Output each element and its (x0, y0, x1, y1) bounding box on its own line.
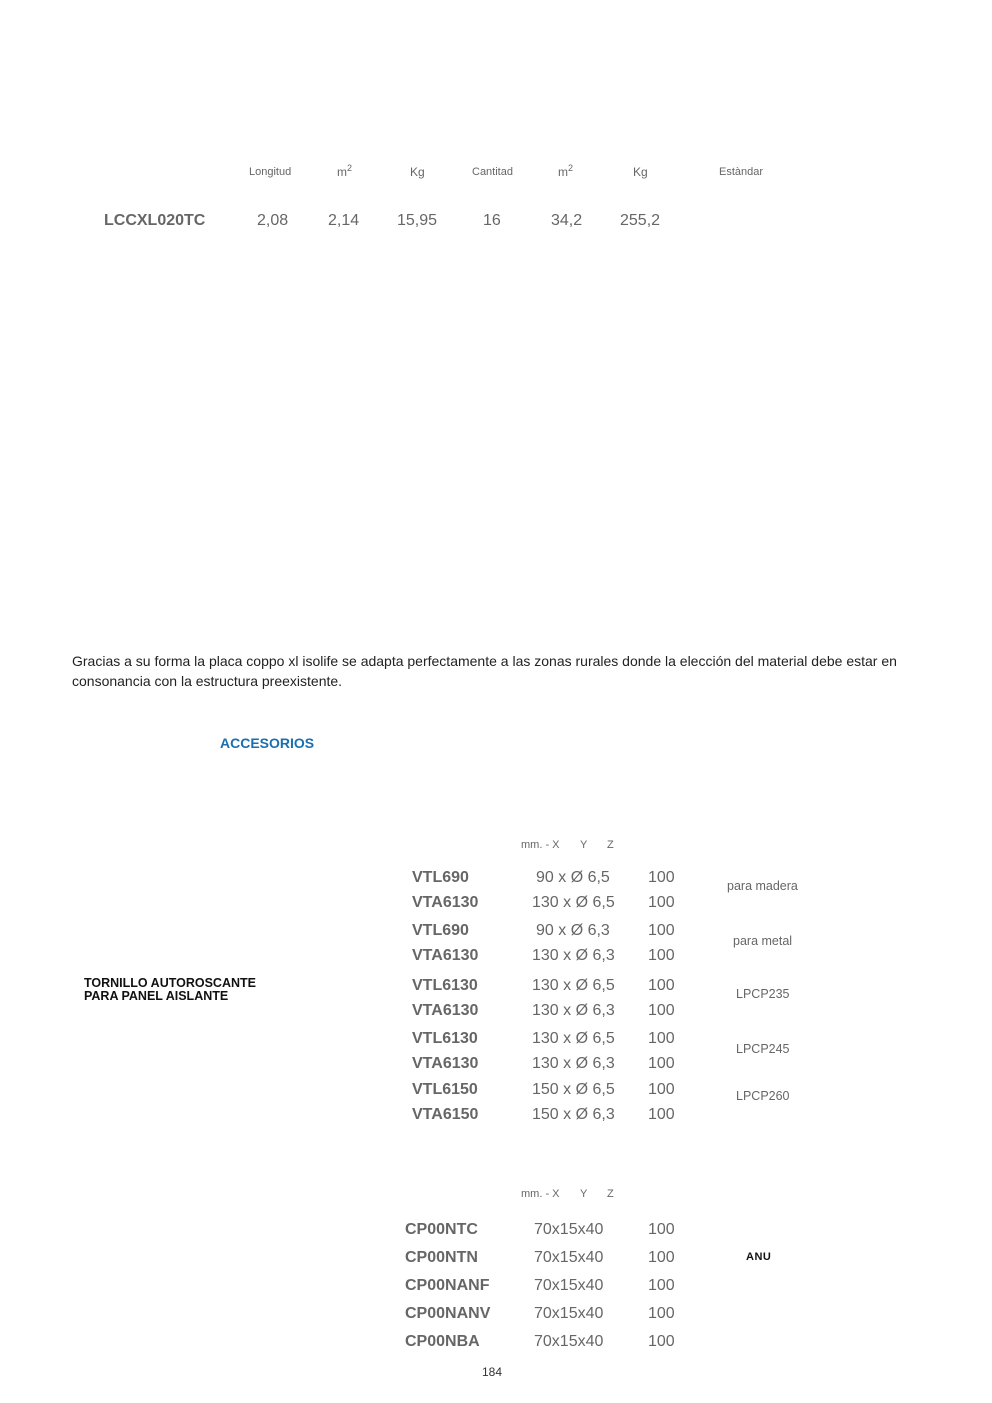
cap-size: 70x15x40 (534, 1333, 604, 1350)
cap-qty: 100 (648, 1333, 675, 1350)
screw-size: 150 x Ø 6,3 (532, 1106, 615, 1123)
screw-qty: 100 (648, 977, 675, 994)
screw-code: VTL6130 (412, 977, 478, 994)
header-m2-a: $m^2$ (337, 163, 353, 179)
header-longitud: Longitud (249, 166, 292, 178)
screw-size: 90 x Ø 6,3 (536, 922, 610, 939)
screw-size: 150 x Ø 6,5 (532, 1081, 615, 1098)
screw-size: 130 x Ø 6,5 (532, 1030, 615, 1047)
screw-size: 130 x Ø 6,5 (532, 894, 615, 911)
screw-code: VTL690 (412, 922, 469, 939)
value-kg-b: 255,2 (620, 212, 661, 229)
screw-code: VTL6130 (412, 1030, 478, 1047)
screw-size: 130 x Ø 6,3 (532, 1055, 615, 1072)
screw-product-label (84, 977, 256, 1003)
header-mm-x: mm. - X (521, 839, 560, 851)
note-para-madera: para madera (727, 879, 798, 893)
screw-code: VTL6150 (412, 1081, 478, 1098)
header-cantitad: Cantitad (472, 166, 513, 178)
description-paragraph: Gracias a su forma la placa coppo xl isolife se adapta perfectamente a las zonas rurales donde la elección del material debe estar en consonancia con la estructura preexistente. (72, 653, 897, 689)
value-m2-a: 2,14 (328, 212, 360, 229)
screw-qty: 100 (648, 1002, 675, 1019)
screw-size: 130 x Ø 6,3 (532, 947, 615, 964)
screw-qty: 100 (648, 1030, 675, 1047)
screw-code: VTA6130 (412, 947, 479, 964)
note-lpcp260: LPCP260 (736, 1089, 790, 1103)
screw-qty: 100 (648, 1106, 675, 1123)
cap-size: 70x15x40 (534, 1277, 604, 1294)
cap-qty: 100 (648, 1277, 675, 1294)
screw-size: 130 x Ø 6,5 (532, 977, 615, 994)
value-kg-a: 15,95 (397, 212, 438, 229)
cap-code: CP00NTN (405, 1249, 478, 1266)
note-lpcp235: LPCP235 (736, 987, 790, 1001)
header-y: Y (580, 1188, 588, 1200)
header-kg-b: Kg (633, 165, 648, 179)
screw-code: VTA6150 (412, 1106, 479, 1123)
section-title-accesorios: ACCESORIOS (220, 735, 315, 751)
screw-size: 90 x Ø 6,5 (536, 869, 610, 886)
screw-code: VTL690 (412, 869, 469, 886)
screw-label-line2: PARA PANEL AISLANTE (84, 989, 229, 1003)
value-longitud: 2,08 (257, 212, 289, 229)
screw-qty: 100 (648, 869, 675, 886)
header-z: Z (607, 1188, 614, 1200)
page-number: 184 (482, 1365, 503, 1379)
header-y: Y (580, 839, 588, 851)
cap-code: CP00NBA (405, 1333, 480, 1350)
header-mm-x: mm. - X (521, 1188, 560, 1200)
cap-size: 70x15x40 (534, 1221, 604, 1238)
header-z: Z (607, 839, 614, 851)
header-m2-b: $m^2$ (558, 163, 574, 179)
cap-size: 70x15x40 (534, 1305, 604, 1322)
value-m2-b: 34,2 (551, 212, 583, 229)
screw-qty: 100 (648, 947, 675, 964)
product-code: LCCXL020TC (104, 212, 206, 229)
note-para-metal: para metal (733, 934, 793, 948)
screw-qty: 100 (648, 894, 675, 911)
screw-qty: 100 (648, 922, 675, 939)
screw-label-line1: TORNILLO AUTOROSCANTE (84, 976, 256, 990)
screw-qty: 100 (648, 1055, 675, 1072)
cap-code: CP00NTC (405, 1221, 478, 1238)
cap-code: CP00NANF (405, 1277, 490, 1294)
screw-code: VTA6130 (412, 1002, 479, 1019)
cap-code: CP00NANV (405, 1305, 491, 1322)
screw-size: 130 x Ø 6,3 (532, 1002, 615, 1019)
screw-code: VTA6130 (412, 894, 479, 911)
header-estandar: Estàndar (719, 166, 764, 178)
screw-qty: 100 (648, 1081, 675, 1098)
cap-qty: 100 (648, 1221, 675, 1238)
cap-size: 70x15x40 (534, 1249, 604, 1266)
value-cantitad: 16 (483, 212, 501, 229)
note-lpcp245: LPCP245 (736, 1042, 790, 1056)
screw-code: VTA6130 (412, 1055, 479, 1072)
note-anu: ANU (746, 1251, 772, 1263)
cap-qty: 100 (648, 1305, 675, 1322)
cap-qty: 100 (648, 1249, 675, 1266)
header-kg-a: Kg (410, 165, 425, 179)
